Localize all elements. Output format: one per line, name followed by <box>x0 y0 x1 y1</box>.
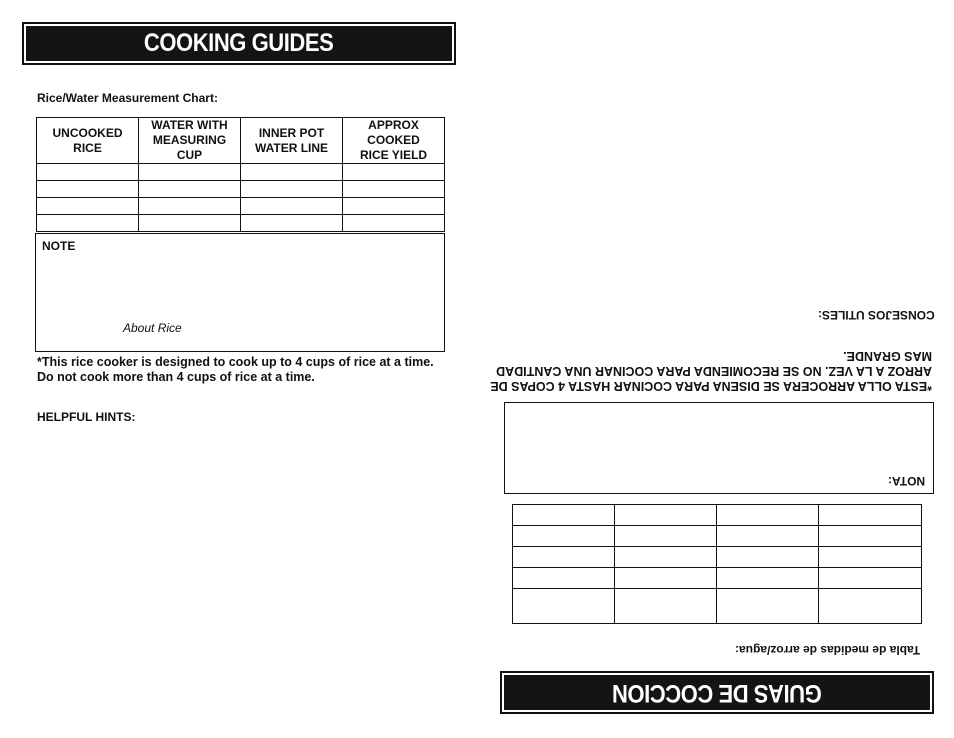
capacity-warning-line-2: Do not cook more than 4 cups of rice at a time. <box>37 370 315 384</box>
guias-de-coccion-banner <box>500 671 934 714</box>
table-row <box>37 164 445 181</box>
table-row <box>37 181 445 198</box>
cooking-guides-banner <box>22 22 456 65</box>
table-header-row <box>37 118 445 164</box>
capacity-warning <box>37 355 434 385</box>
header-approx-cooked-rice-yield: APPROX COOKED RICE YIELD <box>343 118 445 164</box>
measurement-table <box>36 117 445 232</box>
guias-de-coccion-title: GUIAS DE COCCION <box>612 679 822 707</box>
advertencia-capacidad <box>490 348 932 393</box>
nota-box <box>504 402 934 494</box>
header-water-measuring-cup: WATER WITH MEASURING CUP <box>139 118 241 164</box>
advertencia-linea-1: *ESTA OLLA ARROCERA SE DISENA PARA COCINAR HASTA 4 COPAS DE <box>490 379 932 393</box>
nota-label: NOTA: <box>887 474 925 488</box>
table-row <box>513 505 922 526</box>
capacity-warning-line-1: *This rice cooker is designed to cook up to 4 cups of rice at a time. <box>37 355 434 369</box>
cooking-guides-title: COOKING GUIDES <box>144 29 334 57</box>
advertencia-linea-3: MAS GRANDE. <box>843 349 932 363</box>
helpful-hints-label: HELPFUL HINTS: <box>37 410 136 424</box>
header-uncooked-rice: UNCOOKED RICE <box>37 118 139 164</box>
consejos-utiles-label: CONSEJOS UTILES: <box>818 308 935 322</box>
note-about-rice: About Rice <box>123 321 182 335</box>
note-label: NOTE <box>42 239 76 253</box>
note-box <box>35 233 445 352</box>
header-inner-pot-water-line: INNER POT WATER LINE <box>241 118 343 164</box>
table-row <box>513 589 922 624</box>
table-row <box>37 198 445 215</box>
table-row <box>513 568 922 589</box>
measurement-chart-label: Rice/Water Measurement Chart: <box>37 91 218 105</box>
tabla-medidas-label: Tabla de medidas de arroz/agua: <box>735 643 921 657</box>
table-row <box>37 215 445 232</box>
table-row <box>513 526 922 547</box>
table-row <box>513 547 922 568</box>
tabla-medidas <box>512 504 922 624</box>
advertencia-linea-2: ARROZ A LA VEZ. NO SE RECOMIENDA PARA COCINAR UNA CANTIDAD <box>496 364 932 378</box>
